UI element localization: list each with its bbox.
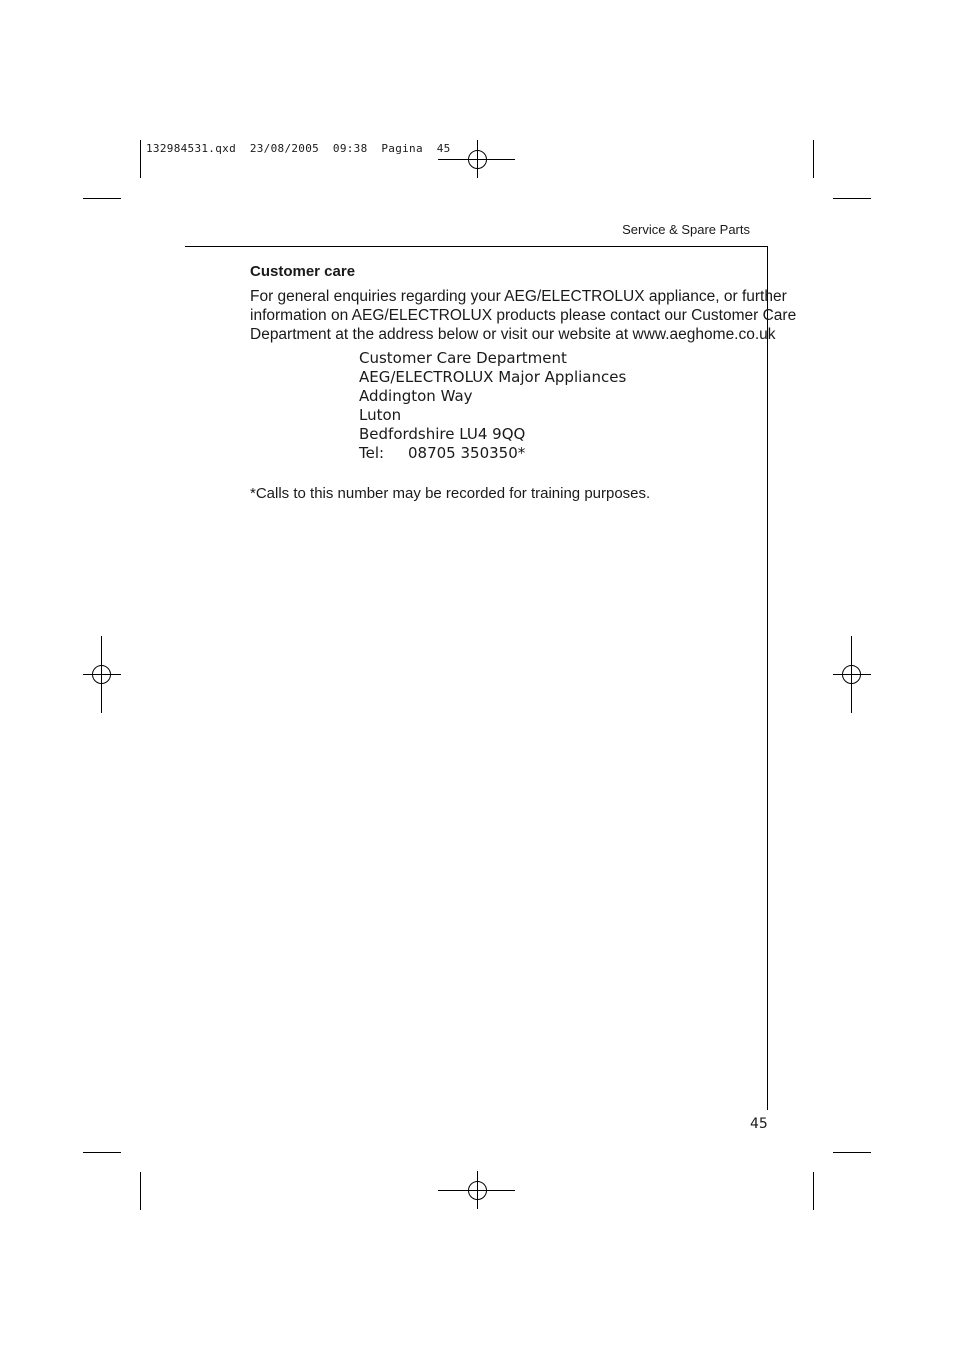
crop-mark-top-right-vertical (813, 140, 814, 178)
crop-mark-top-left-vertical (140, 140, 141, 178)
header-rule (185, 246, 768, 247)
address-line: Luton (359, 406, 402, 424)
crop-mark-bottom-right-horizontal (833, 1152, 871, 1153)
crop-mark-bottom-left-vertical (140, 1172, 141, 1210)
crop-mark-top-left-horizontal (83, 198, 121, 199)
crop-mark-bottom-left-horizontal (83, 1152, 121, 1153)
page-number: 45 (750, 1116, 768, 1132)
margin-rule (767, 246, 768, 1110)
running-header: Service & Spare Parts (622, 222, 750, 237)
tel-number: 08705 350350* (408, 444, 526, 462)
body-paragraph (250, 287, 796, 344)
section-title: Customer care (250, 263, 356, 280)
body-line: For general enquiries regarding your AEG/ELECTROLUX appliance, or further (250, 288, 787, 305)
address-line: Customer Care Department (359, 349, 567, 367)
telephone-line (359, 444, 626, 463)
body-line: information on AEG/ELECTROLUX products please contact our Customer Care (250, 307, 797, 324)
address-line: AEG/ELECTROLUX Major Appliances (359, 368, 627, 386)
body-line: Department at the address below or visit our website at www.aeghome.co.uk (250, 326, 776, 343)
file-slug: 132984531.qxd 23/08/2005 09:38 Pagina 45 (146, 142, 451, 155)
footnote: *Calls to this number may be recorded for training purposes. (250, 485, 651, 502)
crop-mark-bottom-right-vertical (813, 1172, 814, 1210)
tel-label: Tel: (359, 444, 385, 462)
address-line: Addington Way (359, 387, 473, 405)
crop-mark-top-right-horizontal (833, 198, 871, 199)
address-block (359, 349, 626, 463)
address-line: Bedfordshire LU4 9QQ (359, 425, 526, 443)
